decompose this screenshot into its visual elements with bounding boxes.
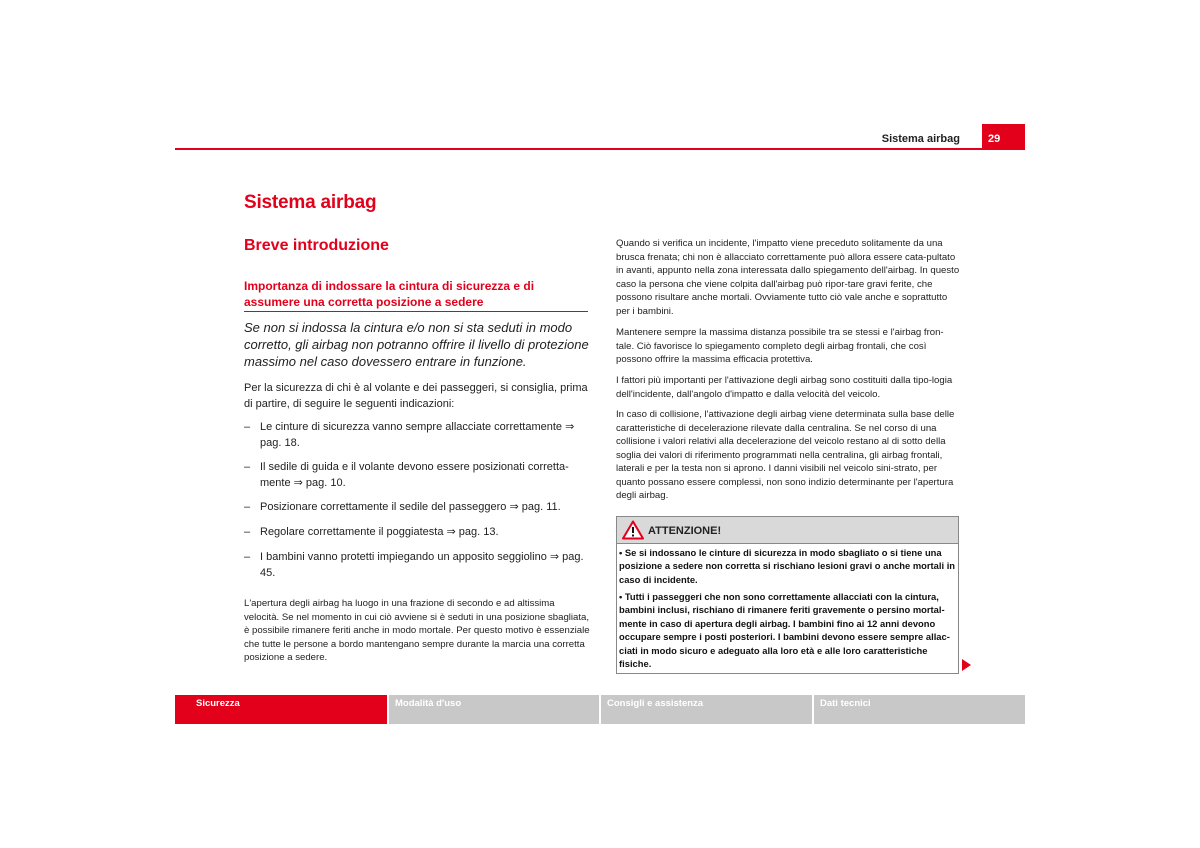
list-dash: – <box>244 551 251 563</box>
continue-arrow-icon <box>962 659 971 671</box>
list-item <box>244 420 590 452</box>
subsection-rule <box>244 311 588 312</box>
warning-item: • Se si indossano le cinture di sicurezza in modo sbagliato o si tiene una posizione a sedere non corretta si rischiano lesioni gravi o anche mortali in caso di incidente. <box>619 547 956 585</box>
body-paragraph: In caso di collisione, l'attivazione degli airbag viene determinata sulla base delle caratteristiche di decelerazione rilevate dalla centralina. Se nel corso di una collisione i valori relativi alla decelerazione del veicolo restano al di sotto della soglia dei valori di riferimento programmati nella centralina, gli airbag frontali, laterali e per la testa non si aprono. I danni visibili nel veicolo sini-strato, per quanto possano essere complessi, non sono indizio determinante per l'apertura degli airbag. <box>616 409 955 501</box>
list-item-text: Posizionare correttamente il sedile del passeggero ⇒ pag. 11. <box>260 501 561 513</box>
page-number: 29 <box>982 124 1025 149</box>
warning-title: ATTENZIONE! <box>648 525 722 537</box>
body-paragraph: Quando si verifica un incidente, l'impatto viene preceduto solitamente da una brusca frenata; chi non è allacciato correttamente può allora essere cata-pultato in avanti, appunto nella zona interessata dallo spiegamento dell'airbag. In questo caso la persona che viene colpita dall'airbag può ripor-tare gravi ferite, che possono risultare anche mortali. Ovviamente tutto ciò vale anche e soprattutto per i bambini. <box>616 238 960 317</box>
list-dash: – <box>244 526 251 538</box>
tab-dati-tecnici[interactable]: Dati tecnici <box>814 695 1025 724</box>
running-header-title: Sistema airbag <box>881 133 960 145</box>
list-item <box>244 460 590 492</box>
tab-sicurezza[interactable]: Sicurezza <box>175 695 387 724</box>
body-paragraph: Per la sicurezza di chi è al volante e dei passeggeri, si consiglia, prima di partire, di seguire le seguenti indicazioni: <box>244 382 588 410</box>
list-dash: – <box>244 421 251 433</box>
list-item-text: Regolare correttamente il poggiatesta ⇒ pag. 13. <box>260 526 499 538</box>
tab-modalita-uso[interactable]: Modalità d'uso <box>389 695 599 724</box>
list-item <box>244 550 590 582</box>
list-item-text: Il sedile di guida e il volante devono essere posizionati corretta-mente ⇒ pag. 10. <box>260 461 569 489</box>
warning-item: • Tutti i passeggeri che non sono correttamente allacciati con la cintura, bambini inclusi, rischiano di rimanere feriti gravemente o persino mortal-mente in caso di apertura degli airbag. I bambini fino ai 12 anni devono occupare sempre i posti posteriori. I bambini devono essere sempre allac-ciati in modo sicuro e adeguato alla loro età e alle loro caratteristiche fisiche. <box>619 591 950 670</box>
body-paragraph: Mantenere sempre la massima distanza possibile tra se stessi e l'airbag fron-tale. Ciò favorisce lo spiegamento completo degli airbag frontali, che così possono offrire la massima efficacia protettiva. <box>616 327 944 365</box>
warning-triangle-icon <box>622 520 644 540</box>
chapter-title: Sistema airbag <box>244 192 377 213</box>
tab-consigli-assistenza[interactable]: Consigli e assistenza <box>601 695 812 724</box>
list-dash: – <box>244 501 251 513</box>
list-item <box>244 500 590 516</box>
list-dash: – <box>244 461 251 473</box>
body-paragraph: L'apertura degli airbag ha luogo in una frazione di secondo e ad altissima velocità. Se nel momento in cui ciò avviene si è seduti in una posizione sbagliata, è possibile rimanere feriti anche in modo mortale. Per questo motivo è essenziale che tutte le persone a bordo mantengano sempre durante la marcia una corretta posizione a sedere. <box>244 598 590 663</box>
subsection-title: Importanza di indossare la cintura di sicurezza e di assumere una corretta posizione a sedere <box>244 279 535 309</box>
list-item-text: I bambini vanno protetti impiegando un apposito seggiolino ⇒ pag. 45. <box>260 551 584 579</box>
list-item <box>244 525 590 541</box>
list-item-text: Le cinture di sicurezza vanno sempre allacciate correttamente ⇒ pag. 18. <box>260 421 575 449</box>
section-title: Breve introduzione <box>244 237 389 254</box>
body-paragraph: I fattori più importanti per l'attivazione degli airbag sono costituiti dalla tipo-logia dell'incidente, dall'angolo d'impatto e dalla velocità del veicolo. <box>616 375 953 400</box>
header-rule <box>175 148 1025 150</box>
intro-paragraph: Se non si indossa la cintura e/o non si sta seduti in modo corretto, gli airbag non potranno offrire il livello di protezione massimo nel caso dovessero entrare in funzione. <box>244 320 589 369</box>
